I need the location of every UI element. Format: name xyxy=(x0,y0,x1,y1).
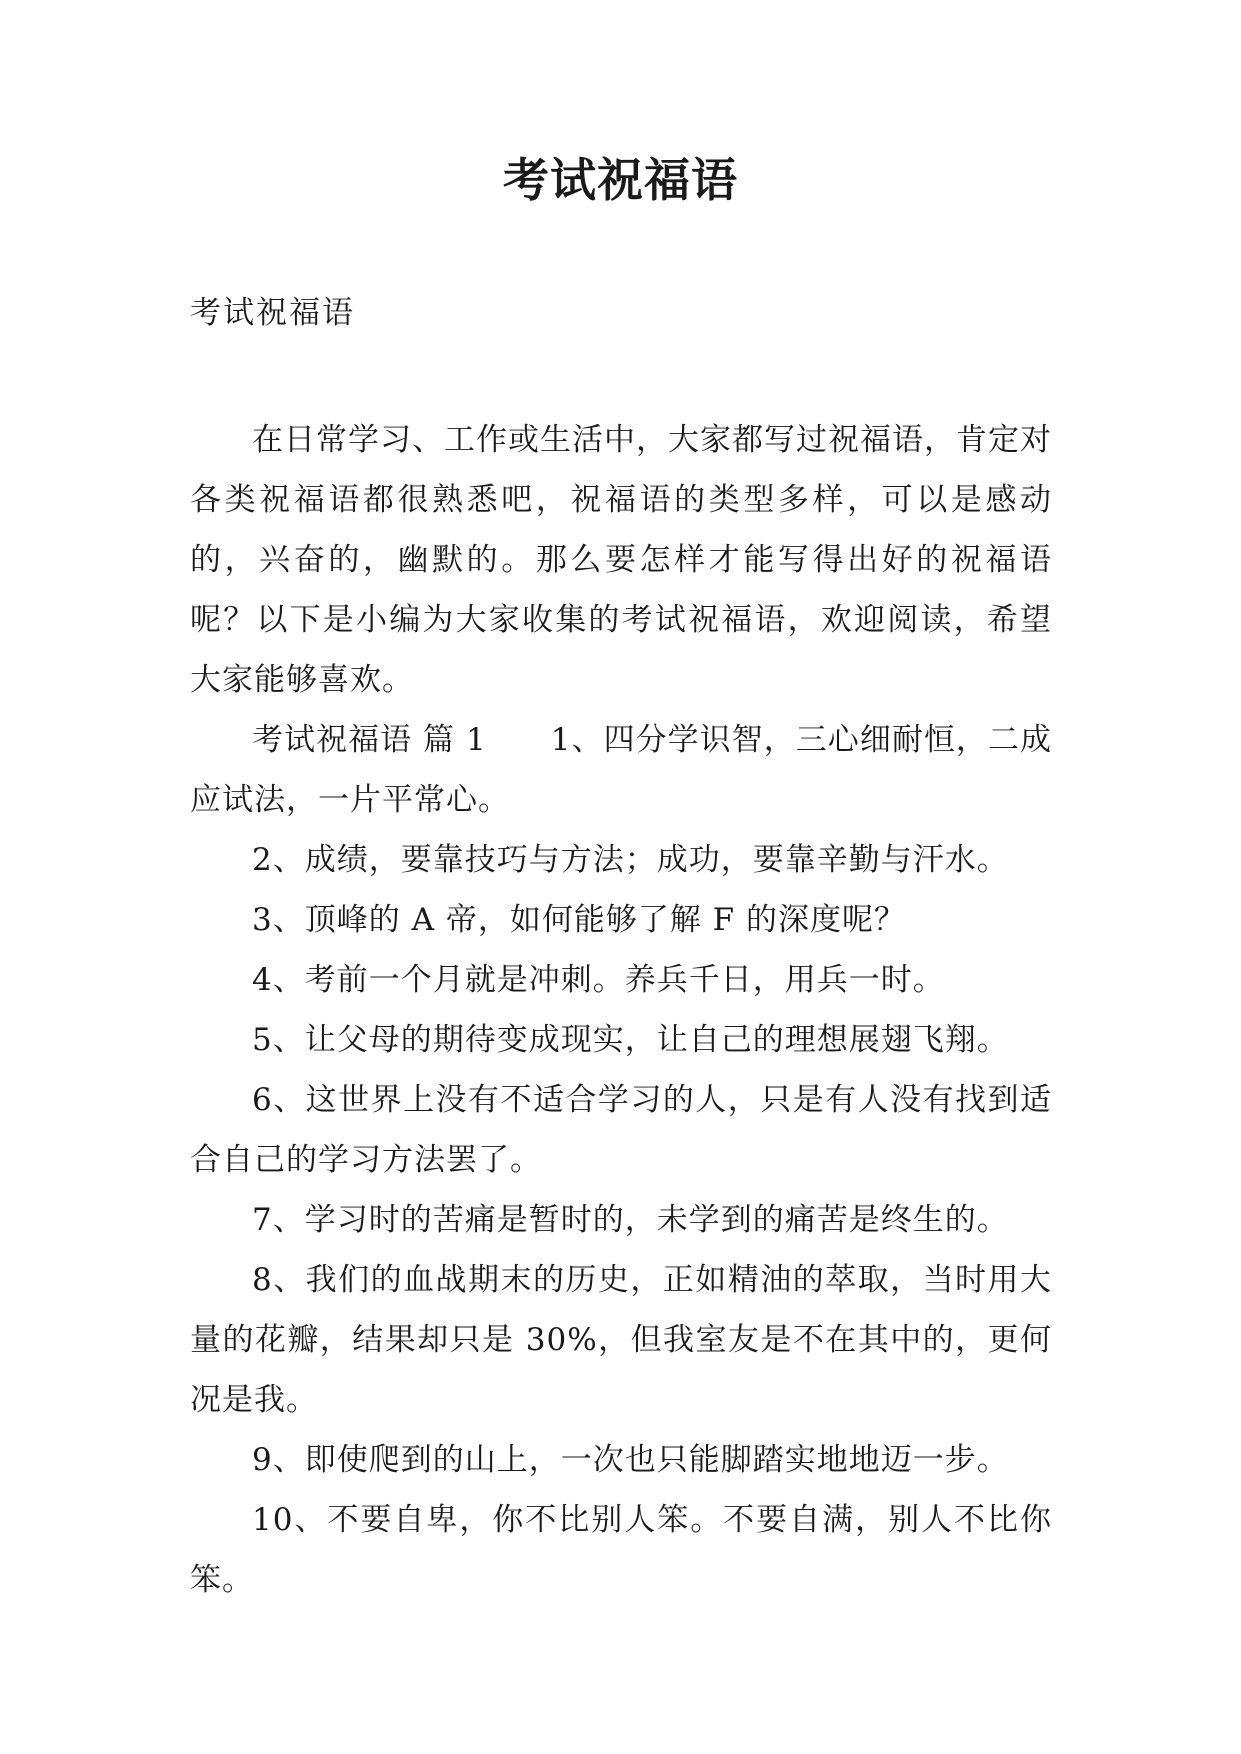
paragraph-item-5: 5、让父母的期待变成现实，让自己的理想展翅飞翔。 xyxy=(252,1022,1009,1058)
paragraph-item-3: 3、顶峰的 A 帝，如何能够了解 F 的深度呢？ xyxy=(252,902,907,938)
paragraph-item-2: 2、成绩，要靠技巧与方法；成功，要靠辛勤与汗水。 xyxy=(252,842,1009,878)
paragraph-item-9: 9、即使爬到的山上，一次也只能脚踏实地地迈一步。 xyxy=(252,1442,1009,1478)
paragraph-item-6: 6、这世界上没有不适合学习的人，只是有人没有找到适合自己的学习方法罢了。 xyxy=(190,1082,1052,1178)
document-subtitle: 考试祝福语 xyxy=(190,295,355,331)
paragraph-item-8: 8、我们的血战期末的历史，正如精油的萃取，当时用大量的花瓣，结果却只是 30%，但我室友是不在其中的，更何况是我。 xyxy=(190,1262,1052,1418)
paragraph-item-4: 4、考前一个月就是冲刺。养兵千日，用兵一时。 xyxy=(252,962,945,998)
document-body xyxy=(190,410,1052,1610)
document-title: 考试祝福语 xyxy=(503,153,738,207)
paragraph-item-1: 考试祝福语 篇 1 1、四分学识智，三心细耐恒，二成应试法，一片平常心。 xyxy=(190,722,1052,818)
paragraph-item-7: 7、学习时的苦痛是暂时的，未学到的痛苦是终生的。 xyxy=(252,1202,1009,1238)
paragraph-item-10: 10、不要自卑，你不比别人笨。不要自满，别人不比你笨。 xyxy=(190,1502,1052,1598)
paragraph-intro: 在日常学习、工作或生活中，大家都写过祝福语，肯定对各类祝福语都很熟悉吧，祝福语的类型多样，可以是感动的，兴奋的，幽默的。那么要怎样才能写得出好的祝福语呢？以下是小编为大家收集的考试祝福语，欢迎阅读，希望大家能够喜欢。 xyxy=(190,422,1052,698)
